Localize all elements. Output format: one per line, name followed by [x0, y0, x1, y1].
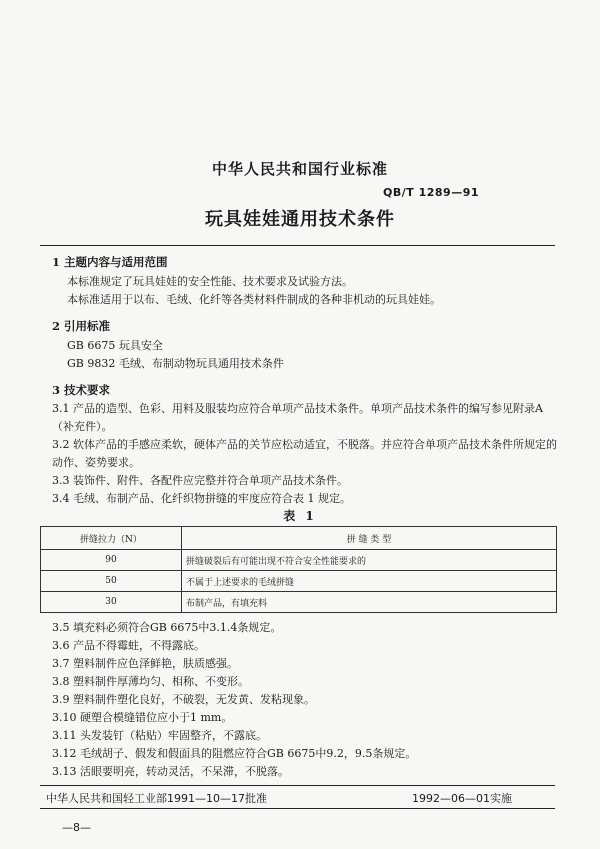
footer-divider-bottom: [40, 808, 555, 809]
clause-3-4: 3.4 毛绒、布制产品、化纤织物拼缝的牢度应符合表 1 规定。: [52, 492, 351, 505]
section-1-paragraph-2: 本标准适用于以布、毛绒、化纤等各类材料件制成的各种非机动的玩具娃娃。: [67, 293, 441, 306]
table-row: [41, 571, 557, 592]
table-cell-force: 30: [41, 592, 182, 613]
clause-3-8: 3.8 塑料制件厚薄均匀、相称、不变形。: [52, 675, 249, 688]
table-cell-seam-type: 不属于上述要求的毛绒拼缝: [182, 571, 557, 592]
issuing-authority: 中华人民共和国行业标准: [211, 160, 388, 178]
header-divider: [40, 245, 555, 246]
reference-item: GB 6675 玩具安全: [67, 339, 163, 352]
clause-3-2: 3.2 软体产品的手感应柔软，硬体产品的关节应松动适宜，不脱落。并应符合单项产品技术条件所规定的动作、姿势要求。: [52, 438, 557, 469]
document-title: 玩具娃娃通用技术条件: [205, 209, 395, 230]
effective-date: 1992—06—01实施: [412, 792, 512, 805]
table-row: [41, 550, 557, 571]
section-3-heading: 3 技术要求: [52, 383, 111, 397]
section-1-paragraph-1: 本标准规定了玩具娃娃的安全性能、技术要求及试验方法。: [67, 275, 353, 288]
clause-3-3: 3.3 装饰件、附件、各配件应完整并符合单项产品技术条件。: [52, 474, 348, 487]
standard-code: QB/T 1289—91: [383, 186, 480, 199]
table-cell-seam-type: 布制产品，有填充料: [182, 592, 557, 613]
seam-strength-table: [40, 526, 557, 613]
clause-3-13: 3.13 活眼要明亮，转动灵活，不呆滞，不脱落。: [52, 765, 289, 778]
section-2-heading: 2 引用标准: [52, 319, 111, 333]
table-cell-force: 50: [41, 571, 182, 592]
clause-3-12: 3.12 毛绒胡子、假发和假面具的阻燃应符合GB 6675中9.2，9.5条规定。: [52, 747, 417, 760]
page-number: —8—: [62, 821, 91, 834]
table-cell-force: 90: [41, 550, 182, 571]
clause-3-6: 3.6 产品不得霉蛀，不得露底。: [52, 639, 205, 652]
column-header-seam-type: 拼 缝 类 型: [182, 527, 557, 550]
clause-3-5: 3.5 填充料必须符合GB 6675中3.1.4条规定。: [52, 621, 282, 634]
approval-date: 中华人民共和国轻工业部1991—10—17批准: [46, 792, 267, 805]
clause-3-9: 3.9 塑料制件塑化良好，不破裂，无发黄、发粘现象。: [52, 693, 315, 706]
clause-3-11: 3.11 头发装钉（粘贴）牢固整齐，不露底。: [52, 729, 267, 742]
clause-3-10: 3.10 硬塑合模缝错位应小于1 mm。: [52, 711, 233, 724]
table-caption: 表 1: [283, 509, 317, 523]
clause-3-7: 3.7 塑料制件应色泽鲜艳，肤质感强。: [52, 657, 238, 670]
section-1-heading: 1 主题内容与适用范围: [52, 255, 168, 269]
table-row: [41, 592, 557, 613]
column-header-force: 拼缝拉力（N）: [41, 527, 182, 550]
table-header-row: [41, 527, 557, 550]
reference-item: GB 9832 毛绒、布制动物玩具通用技术条件: [67, 357, 284, 370]
footer-divider-top: [40, 785, 555, 786]
clause-3-1: 3.1 产品的造型、色彩、用料及服装均应符合单项产品技术条件。单项产品技术条件的编写参见附录A（补充件）。: [52, 402, 543, 433]
table-cell-seam-type: 拼缝破裂后有可能出现不符合安全性能要求的: [182, 550, 557, 571]
